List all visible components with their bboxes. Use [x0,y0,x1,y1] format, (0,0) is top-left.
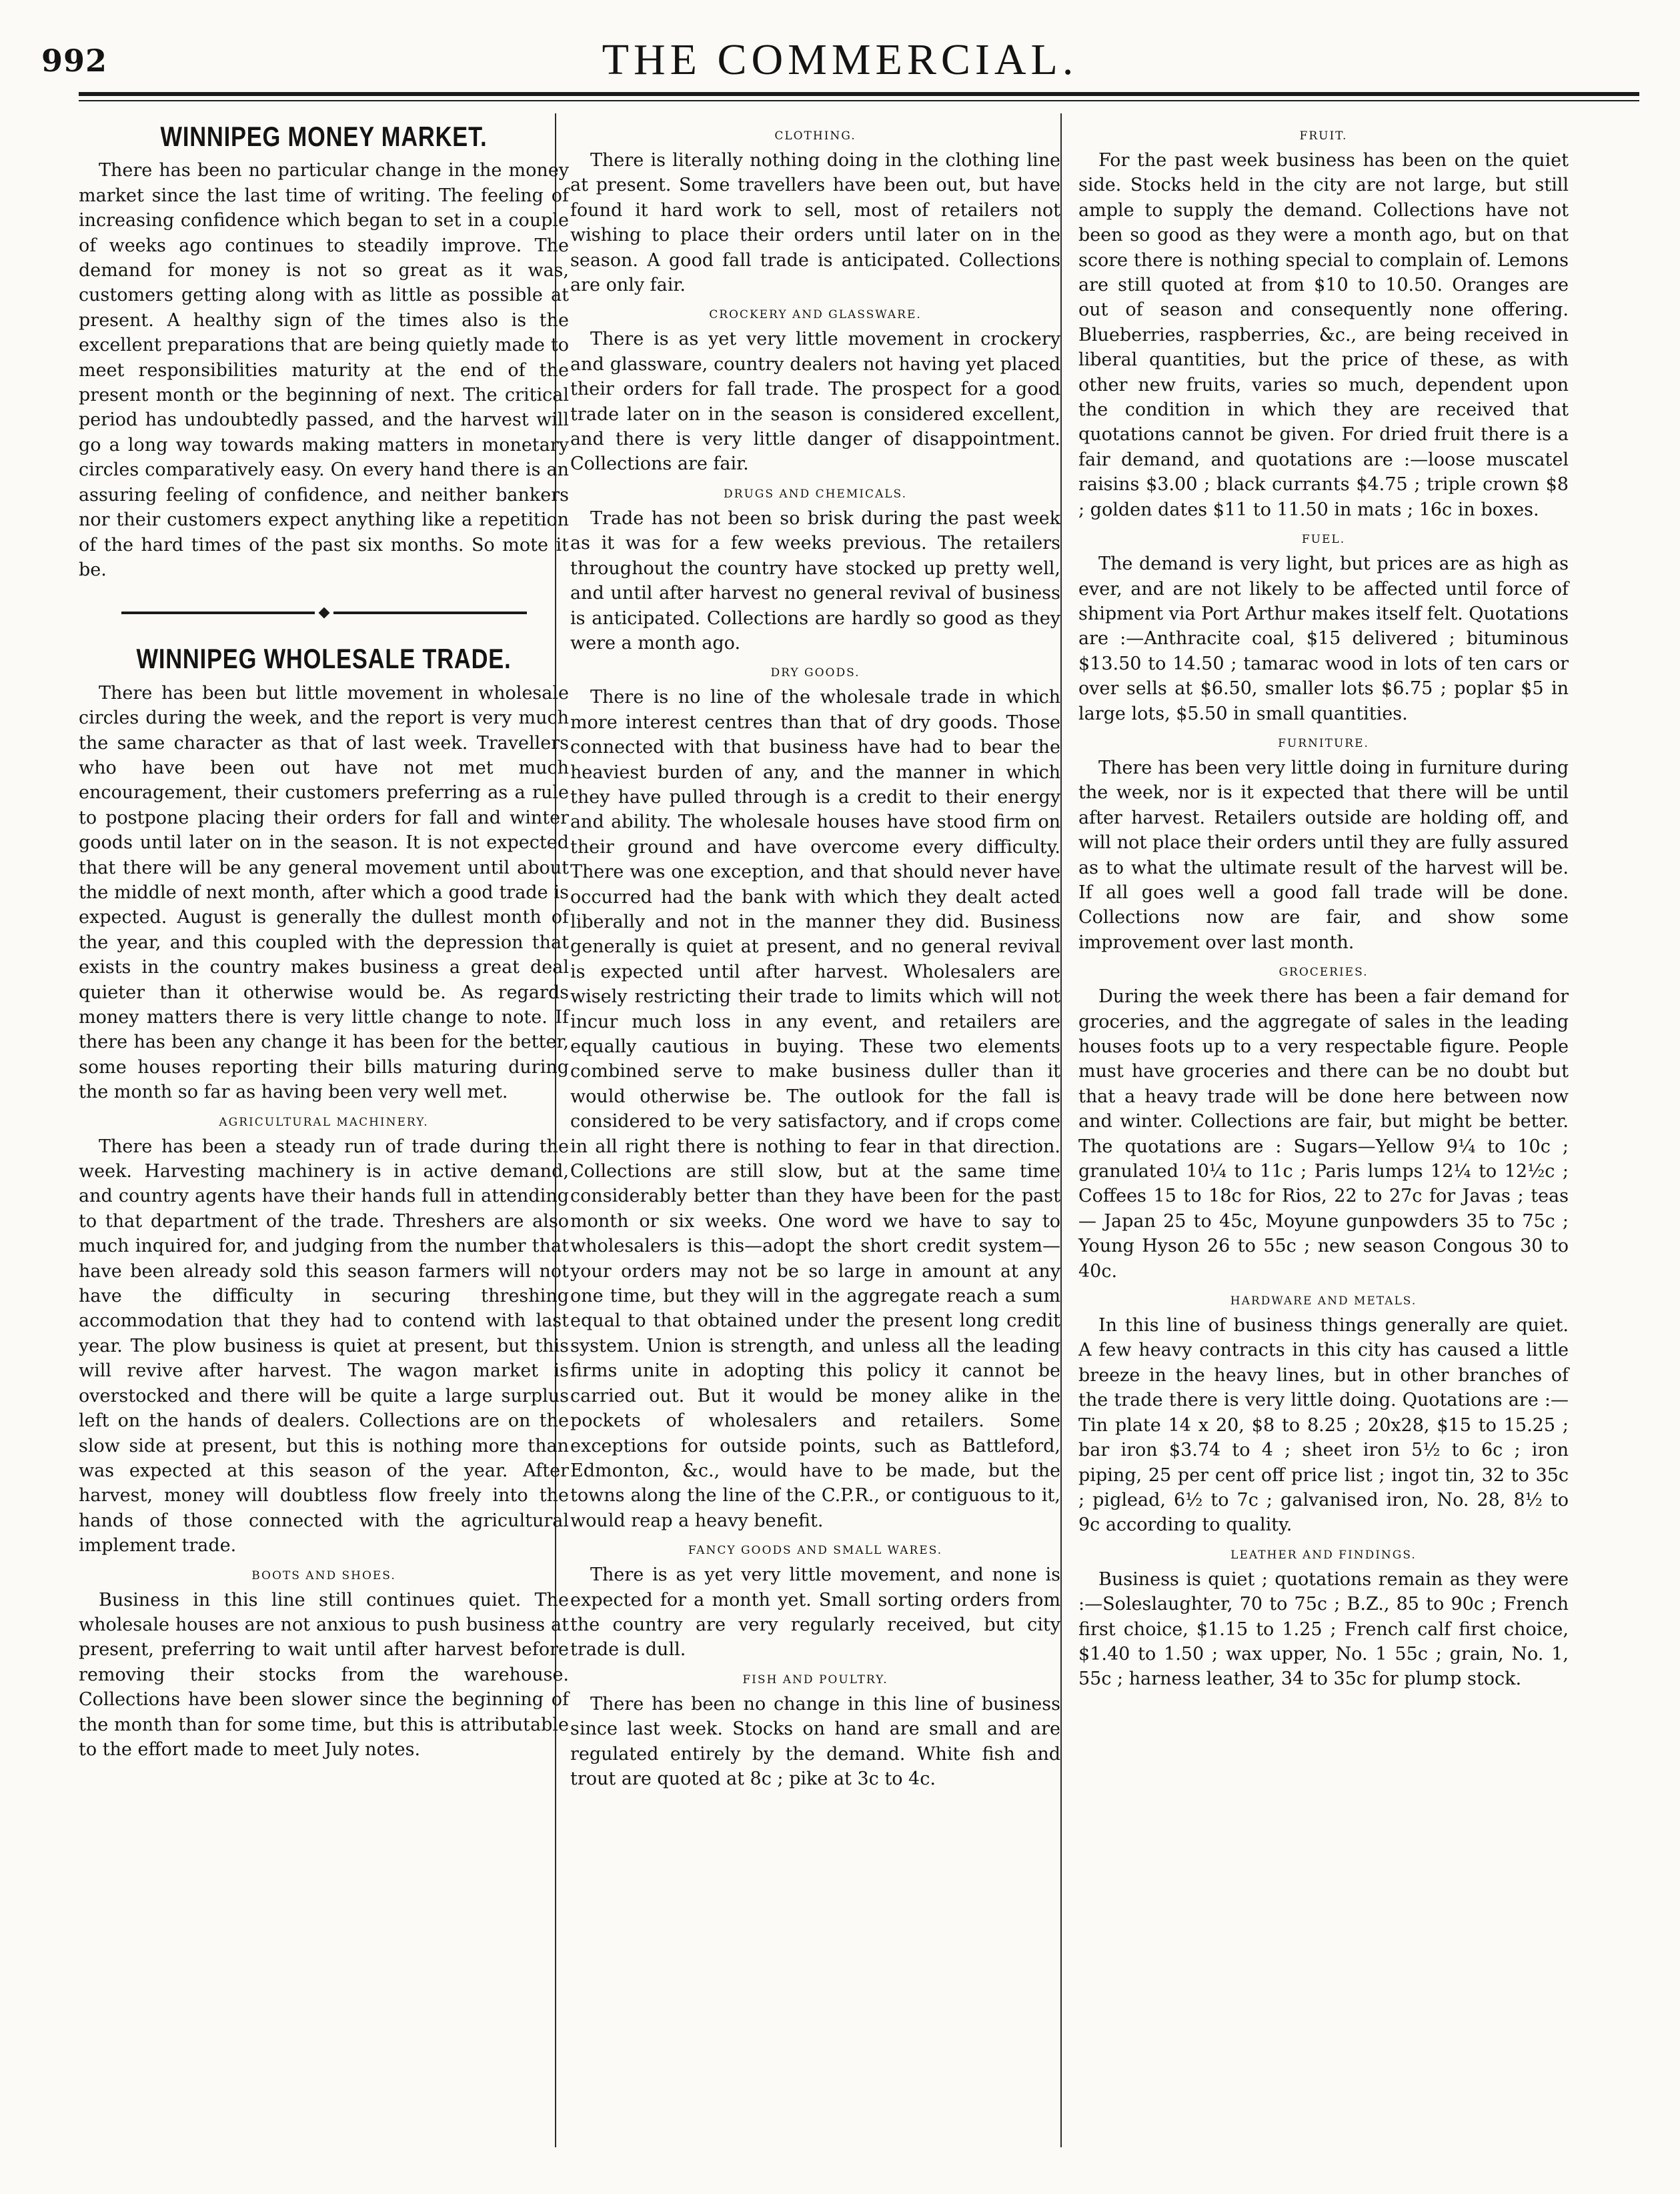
section-divider-ornament [79,609,569,617]
article-agricultural-machinery: There has been a steady run of trade during the week. Harvesting machinery is in active demand, and country agents have their hands full in attending to that department of the trade. Threshers are also much inquired for, and judging from the number that have been already sold this season farmers will not have the difficulty in securing threshing accommodation that they had to contend with last year. The plow business is quiet at present, but this will revive after harvest. The wagon market is overstocked and there will be quite a large surplus left on the hands of dealers. Collections are on the slow side at present, but this is nothing more than was expected at this season of the year. After harvest, money will doubtless flow freely into the hands of those connected with the agricultural implement trade. [79,1136,569,1556]
header-rule-thin [79,100,1639,101]
article-wholesale-trade: There has been but little movement in wholesale circles during the week, and the report is very much the same character as that of last week. Travellers who have been out have not met much encouragement, their customers preferring as a rule to postpone placing their orders for fall and winter goods until later on in the season. It is not expected that there will be any general movement until about the middle of next month, after which a good trade is expected. August is generally the dullest month of the year, and this coupled with the depression that exists in the country makes business a great deal quieter than it otherwise would be. As regards money matters there is very little change to note. If there has been any change it has been for the better, some houses reporting their bills maturing during the month so far as having been very well met. [79,682,569,1103]
subheading-fuel: FUEL. [1301,533,1346,547]
page-number: 992 [41,43,108,79]
article-groceries: During the week there has been a fair demand for groceries, and the aggregate of sales in the leading houses foots up to a very respectable figure. People must have groceries and there can be no doubt but that a heavy trade will be done here between now and winter. Collections are fair, but might be better. The quotations are : Sugars—Yellow 9¼ to 10c ; granulated 10¼ to 11c ; Paris lumps 12¼ to 12½c ; Coffees 15 to 18c for Rios, 22 to 27c for Javas ; teas — Japan 25 to 45c, Moyune gunpowders 35 to 75c ; Young Hyson 26 to 55c ; new season Congous 30 to 40c. [1078,986,1569,1282]
subheading-fish: FISH AND POULTRY. [742,1673,888,1687]
column-divider [1060,113,1062,2147]
masthead [0,0,1680,100]
article-money-market: There has been no particular change in the money market since the last time of writing. The feeling of increasing confidence which began to set in a couple of weeks ago continues to steadily improve. The demand for money is not so great as it was, customers getting along with as little as possible at present. A healthy sign of the times also is the excellent preparations that are being quietly made to meet responsibilities maturity at the end of the present month or the beginning of next. The critical period has undoubtedly passed, and the harvest will go a long way towards making matters in monetary circles comparatively easy. On every hand there is an assuring feeling of confidence, and neither bankers nor their customers expect anything like a repetition of the hard times of the past six months. So mote it be. [79,160,569,580]
subheading-dry-goods: DRY GOODS. [770,666,860,680]
article-clothing: There is literally nothing doing in the clothing line at present. Some travellers have been out, but have found it hard work to sell, most of retailers not wishing to place their orders until later on in the season. A good fall trade is anticipated. Collections are only fair. [570,150,1060,296]
subheading-furniture: FURNITURE. [1278,736,1369,750]
article-dry-goods: There is no line of the wholesale trade in which more interest centres than that of dry goods. Those connected with that business have had to bear the heaviest burden of any, and the manner in which they have pulled through is a credit to their energy and ability. The wholesale houses have stood firm on their ground and have overcome every difficulty. There was one exception, and that should never have occurred had the bank with which they dealt acted liberally and not in the manner they did. Business generally is quiet at present, and no general revival is expected until after harvest. Wholesalers are wisely restricting their trade to limits which will not incur much loss in any event, and retailers are equally cautious in buying. These two elements combined serve to make business duller than it would otherwise be. The outlook for the fall is considered to be very satisfactory, and if crops come in all right there is nothing to fear in that direction. Collections are still slow, but at the same time considerably better than they have been for the past month or six weeks. One word we have to say to wholesalers is this—adopt the short credit system—your orders may not be so large in amount at any one time, but they will in the aggregate reach a sum equal to that obtained under the present long credit system. Union is strength, and unless all the leading firms unite in adopting this policy it cannot be carried out. But it would be money alike in the pockets of wholesalers and retailers. Some exceptions for outside points, such as Battleford, Edmonton, &c., would have to be made, but the towns along the line of the C.P.R., or contiguous to it, would reap a heavy benefit. [570,687,1060,1531]
article-hardware: In this line of business things generally are quiet. A few heavy contracts in this city has caused a little breeze in the heavy lines, but in other branches of the trade there is very little doing. Quotations are :—Tin plate 14 x 20, $8 to 8.25 ; 20x28, $15 to 15.25 ; bar iron $3.74 to 4 ; sheet iron 5½ to 6c ; iron piping, 25 per cent off price list ; ingot tin, 32 to 35c ; piglead, 6½ to 7c ; galvanised iron, No. 28, 8½ to 9c according to quality. [1078,1315,1569,1536]
article-fancy-goods: There is as yet very little movement, and none is expected for a month yet. Small sorting orders from the country are very regularly received, but city trade is dull. [570,1564,1060,1661]
subheading-clothing: CLOTHING. [774,129,856,143]
section-heading-wholesale-trade: WINNIPEG WHOLESALE TRADE. [136,643,512,675]
newspaper-title: THE COMMERCIAL. [602,35,1078,84]
column-1 [79,121,569,1762]
section-heading-money-market: WINNIPEG MONEY MARKET. [160,121,488,152]
subheading-groceries: GROCERIES. [1279,966,1369,980]
article-boots-and-shoes: Business in this line still continues quiet. The wholesale houses are not anxious to push business at present, preferring to wait until after harvest before removing their stocks from the warehouse. Collections have been slower since the beginning of the month than for some time, but this is attributable to the effort made to meet July notes. [79,1589,569,1760]
subheading-drugs: DRUGS AND CHEMICALS. [724,487,907,501]
article-furniture: There has been very little doing in furniture during the week, nor is it expected that there will be until after harvest. Retailers outside are holding off, and will not place their orders until they are fully assured as to what the ultimate result of the harvest will be. If all goes well a good fall trade will be done. Collections now are fair, and show some improvement over last month. [1078,757,1569,953]
subheading-leather: LEATHER AND FINDINGS. [1230,1548,1417,1562]
subheading-agricultural-machinery: AGRICULTURAL MACHINERY. [219,1115,429,1129]
subheading-fruit: FRUIT. [1299,129,1348,143]
column-2 [570,119,1060,1791]
article-fish: There has been no change in this line of business since last week. Stocks on hand are small and are regulated entirely by the demand. White fish and trout are quoted at 8c ; pike at 3c to 4c. [570,1693,1060,1789]
header-rule-thick [79,92,1639,96]
article-leather: Business is quiet ; quotations remain as they were :—Soleslaughter, 70 to 75c ; B.Z., 85 to 90c ; French first choice, $1.15 to 1.25 ; French calf first choice, $1.40 to 1.50 ; wax upper, No. 1 55c ; grain, No. 1, 55c ; harness leather, 34 to 35c for plump stock. [1078,1568,1569,1690]
column-3 [1078,119,1569,1692]
article-drugs: Trade has not been so brisk during the past week as it was for a few weeks previous. The retailers throughout the country have stocked up pretty well, and until after harvest no general revival of business is anticipated. Collections are hardly so good as they were a month ago. [570,507,1060,654]
subheading-hardware: HARDWARE AND METALS. [1230,1294,1417,1308]
subheading-crockery: CROCKERY AND GLASSWARE. [709,308,922,322]
article-fruit: For the past week business has been on the quiet side. Stocks held in the city are not large, but still ample to supply the demand. Collections have not been so good as they were a month ago, but on that score there is nothing special to complain of. Lemons are still quoted at from $10 to 10.50. Oranges are out of season and consequently none offering. Blueberries, raspberries, &c., are being received in liberal quantities, but the price of these, as with other new fruits, varies so much, dependent upon the condition in which they are received that quotations cannot be given. For dried fruit there is a fair demand, and quotations are :—loose muscatel raisins $3.00 ; black currants $4.75 ; triple crown $8 ; golden dates $11 to 11.50 in mats ; 16c in boxes. [1078,150,1569,520]
subheading-boots-and-shoes: BOOTS AND SHOES. [251,1568,396,1582]
subheading-fancy-goods: FANCY GOODS AND SMALL WARES. [688,1544,943,1558]
article-fuel: The demand is very light, but prices are as high as ever, and are not likely to be affected until force of shipment via Port Arthur makes itself felt. Quotations are :—Anthracite coal, $15 delivered ; bituminous $13.50 to 14.50 ; tamarac wood in lots of ten cars or over sells at $6.50, smaller lots $6.75 ; poplar $5 in large lots, $5.50 in small quantities. [1078,554,1569,724]
article-crockery: There is as yet very little movement in crockery and glassware, country dealers not having yet placed their orders for fall trade. The prospect for a good trade later on in the season is considered excellent, and there is very little danger of disappointment. Collections are fair. [570,329,1060,475]
